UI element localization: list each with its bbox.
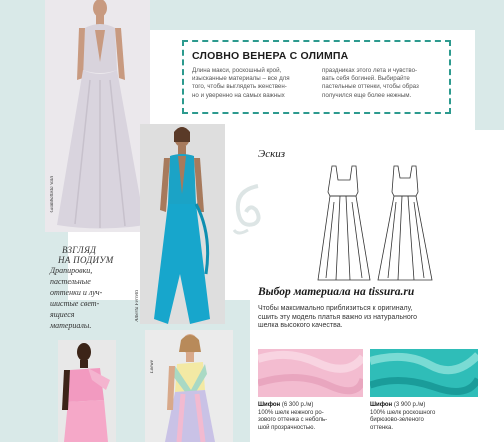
box-title: СЛОВНО ВЕНЕРА С ОЛИМПА [192, 50, 349, 62]
material-text-line-2: сшить эту модель платья важно из натурального [258, 313, 418, 321]
swatch-pink-chiffon [258, 349, 363, 397]
photo-credit-alberta: Alberta Ferretti [135, 290, 140, 322]
box-col2-line-4: получился еще более нежным. [322, 91, 412, 99]
note-body-line-3: оттенки и луч- [50, 288, 103, 297]
swatch-2-desc-line-2: бирюзово-зеленого [370, 417, 424, 423]
note-title-line-2: НА ПОДИУМ [58, 255, 114, 265]
runway-photo-white-gown [45, 0, 150, 232]
box-col2-line-3: пастельные оттенки, чтобы образ [322, 83, 419, 91]
box-col1-line-2: изысканные материалы – все для [192, 75, 290, 83]
runway-photo-pink-gown [58, 340, 116, 442]
note-body-line-6: материалы. [50, 321, 92, 330]
note-body-line-5: ящиеся [50, 310, 75, 319]
swatch-caption-2 [370, 402, 475, 432]
runway-photo-pastel-gown [145, 330, 233, 442]
material-text-line-1: Чтобы максимально приблизиться к оригиналу, [258, 305, 413, 312]
photo-credit-loewe: Loewe [150, 360, 155, 374]
photo-credit-giambattista: Giambattista Valli [50, 176, 55, 213]
box-col2-line-1: праздниках этого лета и чувство- [322, 67, 418, 74]
swatch-1-desc-line-3: шой прозрачностью. [258, 424, 316, 431]
swatch-2-price: (3 900 р./м) [393, 402, 426, 408]
swatch-caption-1 [258, 402, 363, 432]
note-title-line-1: ВЗГЛЯД [62, 245, 97, 255]
material-heading: Выбор материала на tissura.ru [258, 286, 415, 298]
box-text-column-1 [192, 67, 317, 100]
runway-photo-turquoise-gown [140, 124, 225, 324]
swatch-1-desc-line-2: зового оттенка с неболь- [258, 417, 328, 423]
swatch-2-desc-line-3: оттенка. [370, 424, 394, 431]
box-col1-line-3: того, чтобы выглядеть женствен- [192, 83, 287, 91]
box-text-column-2 [322, 67, 447, 100]
note-body-line-1: Драпировки, [50, 266, 93, 275]
swatch-2-desc-line-1: 100% шелк роскошного [370, 409, 436, 416]
box-col2-line-2: вать себя богиней. Выбирайте [322, 75, 410, 83]
swatch-turquoise-chiffon [370, 349, 478, 397]
material-text [258, 305, 473, 331]
swatch-1-desc-line-1: 100% шелк нежного ро- [258, 409, 324, 416]
dress-sketch [310, 162, 440, 287]
swatch-1-price: (6 300 р./м) [281, 402, 314, 408]
box-col1-line-1: Длина макси, роскошный крой, [192, 67, 282, 74]
swatch-2-name: Шифон [370, 402, 393, 408]
info-box [182, 40, 451, 114]
background-band-right [475, 0, 504, 130]
note-body-line-2: пастельные [50, 277, 91, 286]
note-body-line-4: шистые свет- [50, 299, 100, 308]
box-col1-line-4: но и уверенно на самых важных [192, 91, 285, 99]
swatch-1-name: Шифон [258, 402, 281, 408]
material-text-line-3: шелка высокого качества. [258, 322, 343, 330]
sketch-heading: Эскиз [258, 148, 286, 160]
runway-note [50, 245, 135, 331]
decorative-swirl-icon [228, 180, 266, 240]
